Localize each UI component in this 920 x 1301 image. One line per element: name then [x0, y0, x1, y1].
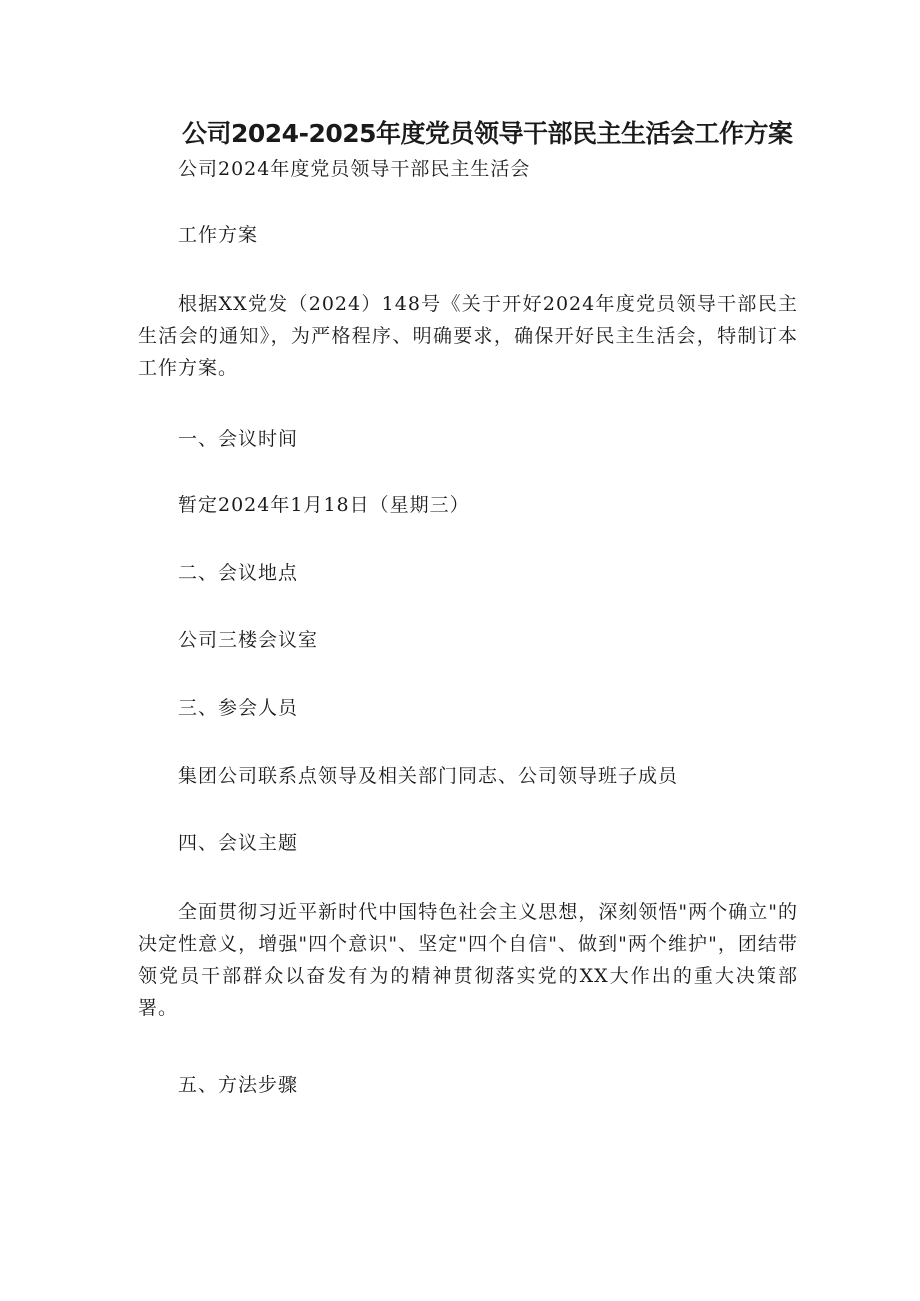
- document-title: 公司2024-2025年度党员领导干部民主生活会工作方案: [182, 119, 793, 148]
- section-heading-steps: 五、方法步骤: [178, 1074, 299, 1096]
- section-heading-time: 一、会议时间: [178, 428, 299, 450]
- section-heading-location: 二、会议地点: [178, 562, 299, 584]
- section-content-attendees: 集团公司联系点领导及相关部门同志、公司领导班子成员: [178, 765, 679, 787]
- document-subtitle-2: 工作方案: [178, 224, 259, 246]
- section-heading-attendees: 三、参会人员: [178, 697, 299, 719]
- section-content-theme: 全面贯彻习近平新时代中国特色社会主义思想，深刻领悟"两个确立"的决定性意义，增强"四个意识"、坚定"四个自信"、做到"两个维护"，团结带领党员干部群众以奋发有为的精神贯彻落实党的XX大作出的重大决策部署。: [138, 901, 798, 1019]
- section-heading-theme: 四、会议主题: [178, 832, 299, 854]
- intro-paragraph: 根据XX党发（2024）148号《关于开好2024年度党员领导干部民主生活会的通知》，为严格程序、明确要求，确保开好民主生活会，特制订本工作方案。: [138, 293, 798, 379]
- section-content-time: 暂定2024年1月18日（星期三）: [178, 494, 470, 516]
- document-subtitle: 公司2024年度党员领导干部民主生活会: [178, 158, 531, 180]
- section-content-location: 公司三楼会议室: [178, 629, 319, 651]
